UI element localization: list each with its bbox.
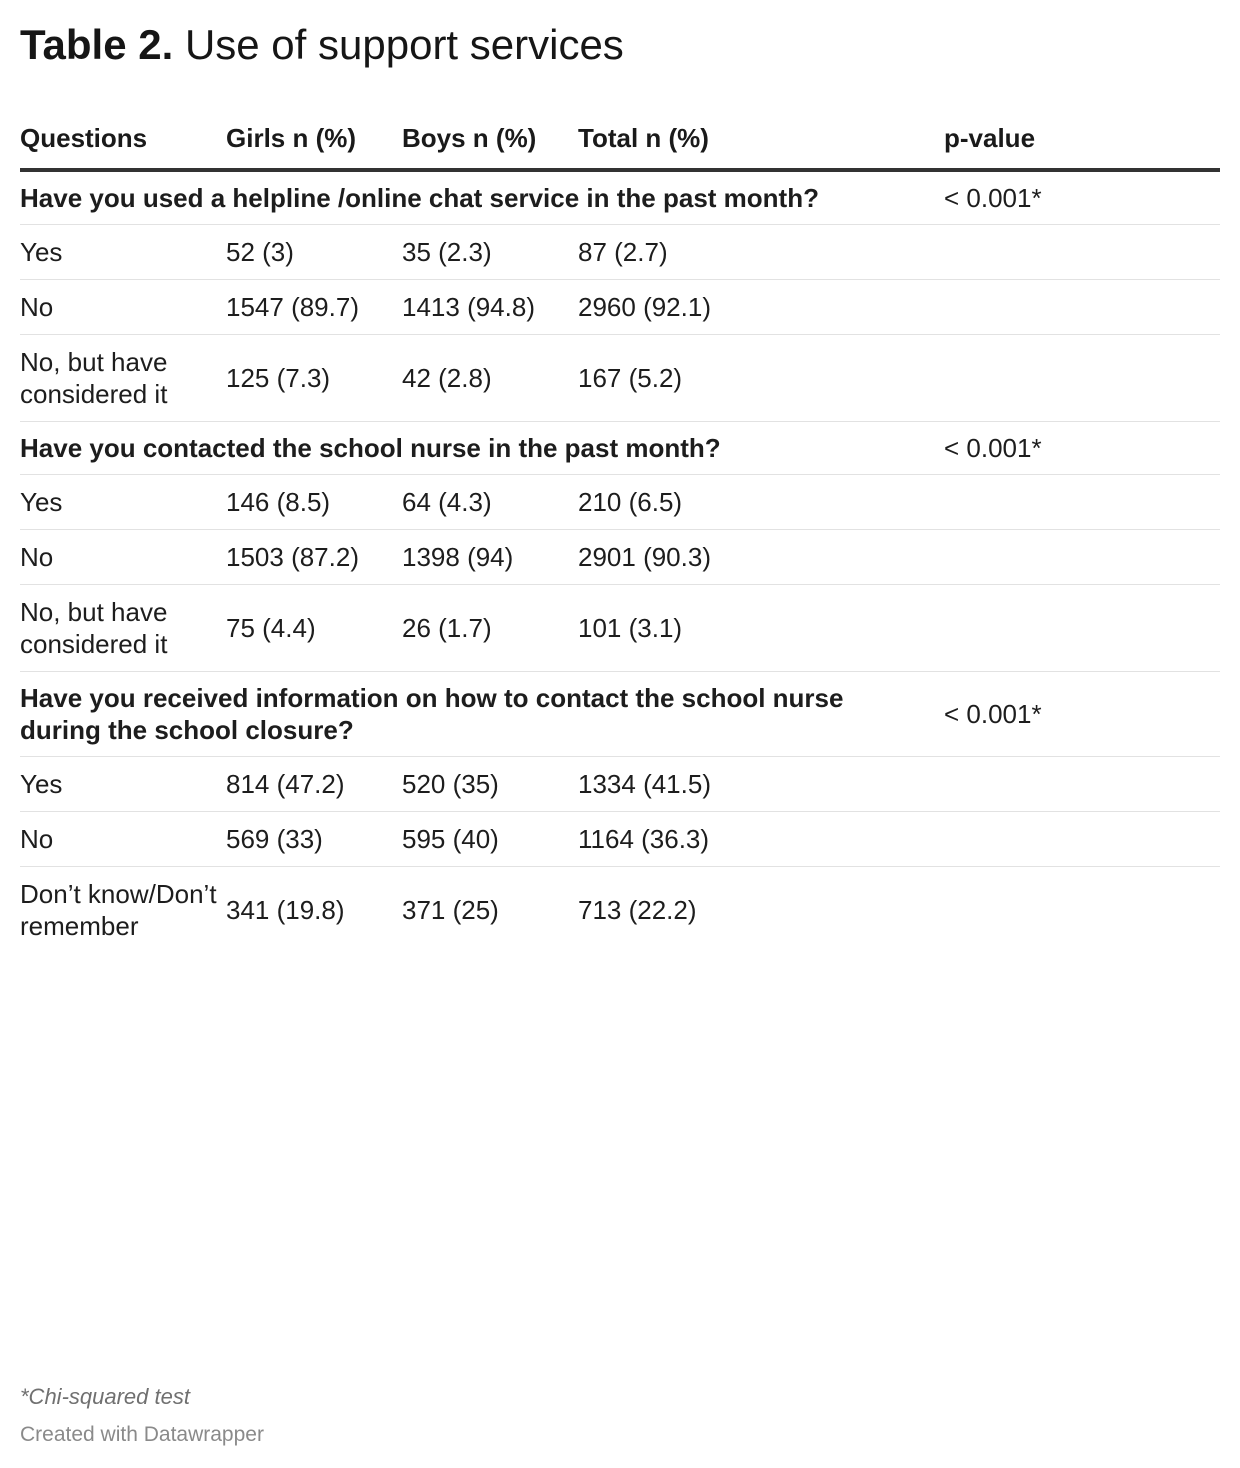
girls-cell: 569 (33) <box>226 812 402 867</box>
col-header-pvalue: p-value <box>944 110 1220 170</box>
support-services-table <box>20 110 1220 953</box>
datawrapper-credit: Created with Datawrapper <box>20 1423 264 1446</box>
table-row <box>20 335 1220 422</box>
empty-cell <box>944 867 1220 954</box>
empty-cell <box>944 585 1220 672</box>
boys-cell: 42 (2.8) <box>402 335 578 422</box>
answer-label: No <box>20 812 226 867</box>
table-row <box>20 585 1220 672</box>
empty-cell <box>944 335 1220 422</box>
boys-cell: 26 (1.7) <box>402 585 578 672</box>
answer-label: Yes <box>20 225 226 280</box>
empty-cell <box>944 225 1220 280</box>
header-row <box>20 110 1220 170</box>
girls-cell: 75 (4.4) <box>226 585 402 672</box>
table-row <box>20 475 1220 530</box>
empty-cell <box>944 757 1220 812</box>
table-title-text: Use of support services <box>184 21 624 68</box>
table-row <box>20 812 1220 867</box>
girls-cell: 52 (3) <box>226 225 402 280</box>
table-row <box>20 867 1220 954</box>
boys-cell: 35 (2.3) <box>402 225 578 280</box>
total-cell: 1164 (36.3) <box>578 812 944 867</box>
total-cell: 87 (2.7) <box>578 225 944 280</box>
question-text: Have you used a helpline /online chat service in the past month? <box>20 170 944 225</box>
boys-cell: 1413 (94.8) <box>402 280 578 335</box>
total-cell: 2901 (90.3) <box>578 530 944 585</box>
empty-cell <box>944 475 1220 530</box>
girls-cell: 1547 (89.7) <box>226 280 402 335</box>
answer-label: Yes <box>20 757 226 812</box>
p-value: < 0.001* <box>944 672 1220 757</box>
total-cell: 167 (5.2) <box>578 335 944 422</box>
empty-cell <box>944 280 1220 335</box>
total-cell: 1334 (41.5) <box>578 757 944 812</box>
question-text: Have you contacted the school nurse in the past month? <box>20 422 944 475</box>
answer-label: No, but have considered it <box>20 585 226 672</box>
total-cell: 713 (22.2) <box>578 895 697 925</box>
table-row <box>20 757 1220 812</box>
table-title <box>20 18 624 72</box>
question-row <box>20 672 1220 757</box>
girls-cell: 341 (19.8) <box>226 895 345 925</box>
question-text: Have you received information on how to contact the school nurse during the school closure? <box>20 672 944 757</box>
table-row <box>20 225 1220 280</box>
girls-cell: 146 (8.5) <box>226 475 402 530</box>
answer-label: No, but have considered it <box>20 335 226 422</box>
col-header-boys: Boys n (%) <box>402 110 578 170</box>
p-value: < 0.001* <box>944 422 1220 475</box>
girls-cell: 1503 (87.2) <box>226 530 402 585</box>
boys-cell: 371 (25) <box>402 895 499 925</box>
table-number: Table 2. <box>20 21 174 68</box>
empty-cell <box>944 530 1220 585</box>
girls-cell: 125 (7.3) <box>226 335 402 422</box>
col-header-questions: Questions <box>20 110 226 170</box>
answer-label: No <box>20 280 226 335</box>
total-cell: 101 (3.1) <box>578 585 944 672</box>
boys-cell: 1398 (94) <box>402 530 578 585</box>
girls-cell: 814 (47.2) <box>226 757 402 812</box>
question-row <box>20 170 1220 225</box>
footnote: *Chi-squared test <box>20 1384 190 1409</box>
p-value: < 0.001* <box>944 170 1220 225</box>
answer-label: No <box>20 530 226 585</box>
table-row <box>20 280 1220 335</box>
table-row <box>20 530 1220 585</box>
answer-label: Don’t know/Don’t remember <box>20 879 217 941</box>
boys-cell: 64 (4.3) <box>402 475 578 530</box>
question-row <box>20 422 1220 475</box>
answer-label: Yes <box>20 475 226 530</box>
boys-cell: 595 (40) <box>402 812 578 867</box>
boys-cell: 520 (35) <box>402 757 578 812</box>
total-cell: 2960 (92.1) <box>578 280 944 335</box>
empty-cell <box>944 812 1220 867</box>
total-cell: 210 (6.5) <box>578 475 944 530</box>
col-header-girls: Girls n (%) <box>226 110 402 170</box>
col-header-total: Total n (%) <box>578 110 944 170</box>
